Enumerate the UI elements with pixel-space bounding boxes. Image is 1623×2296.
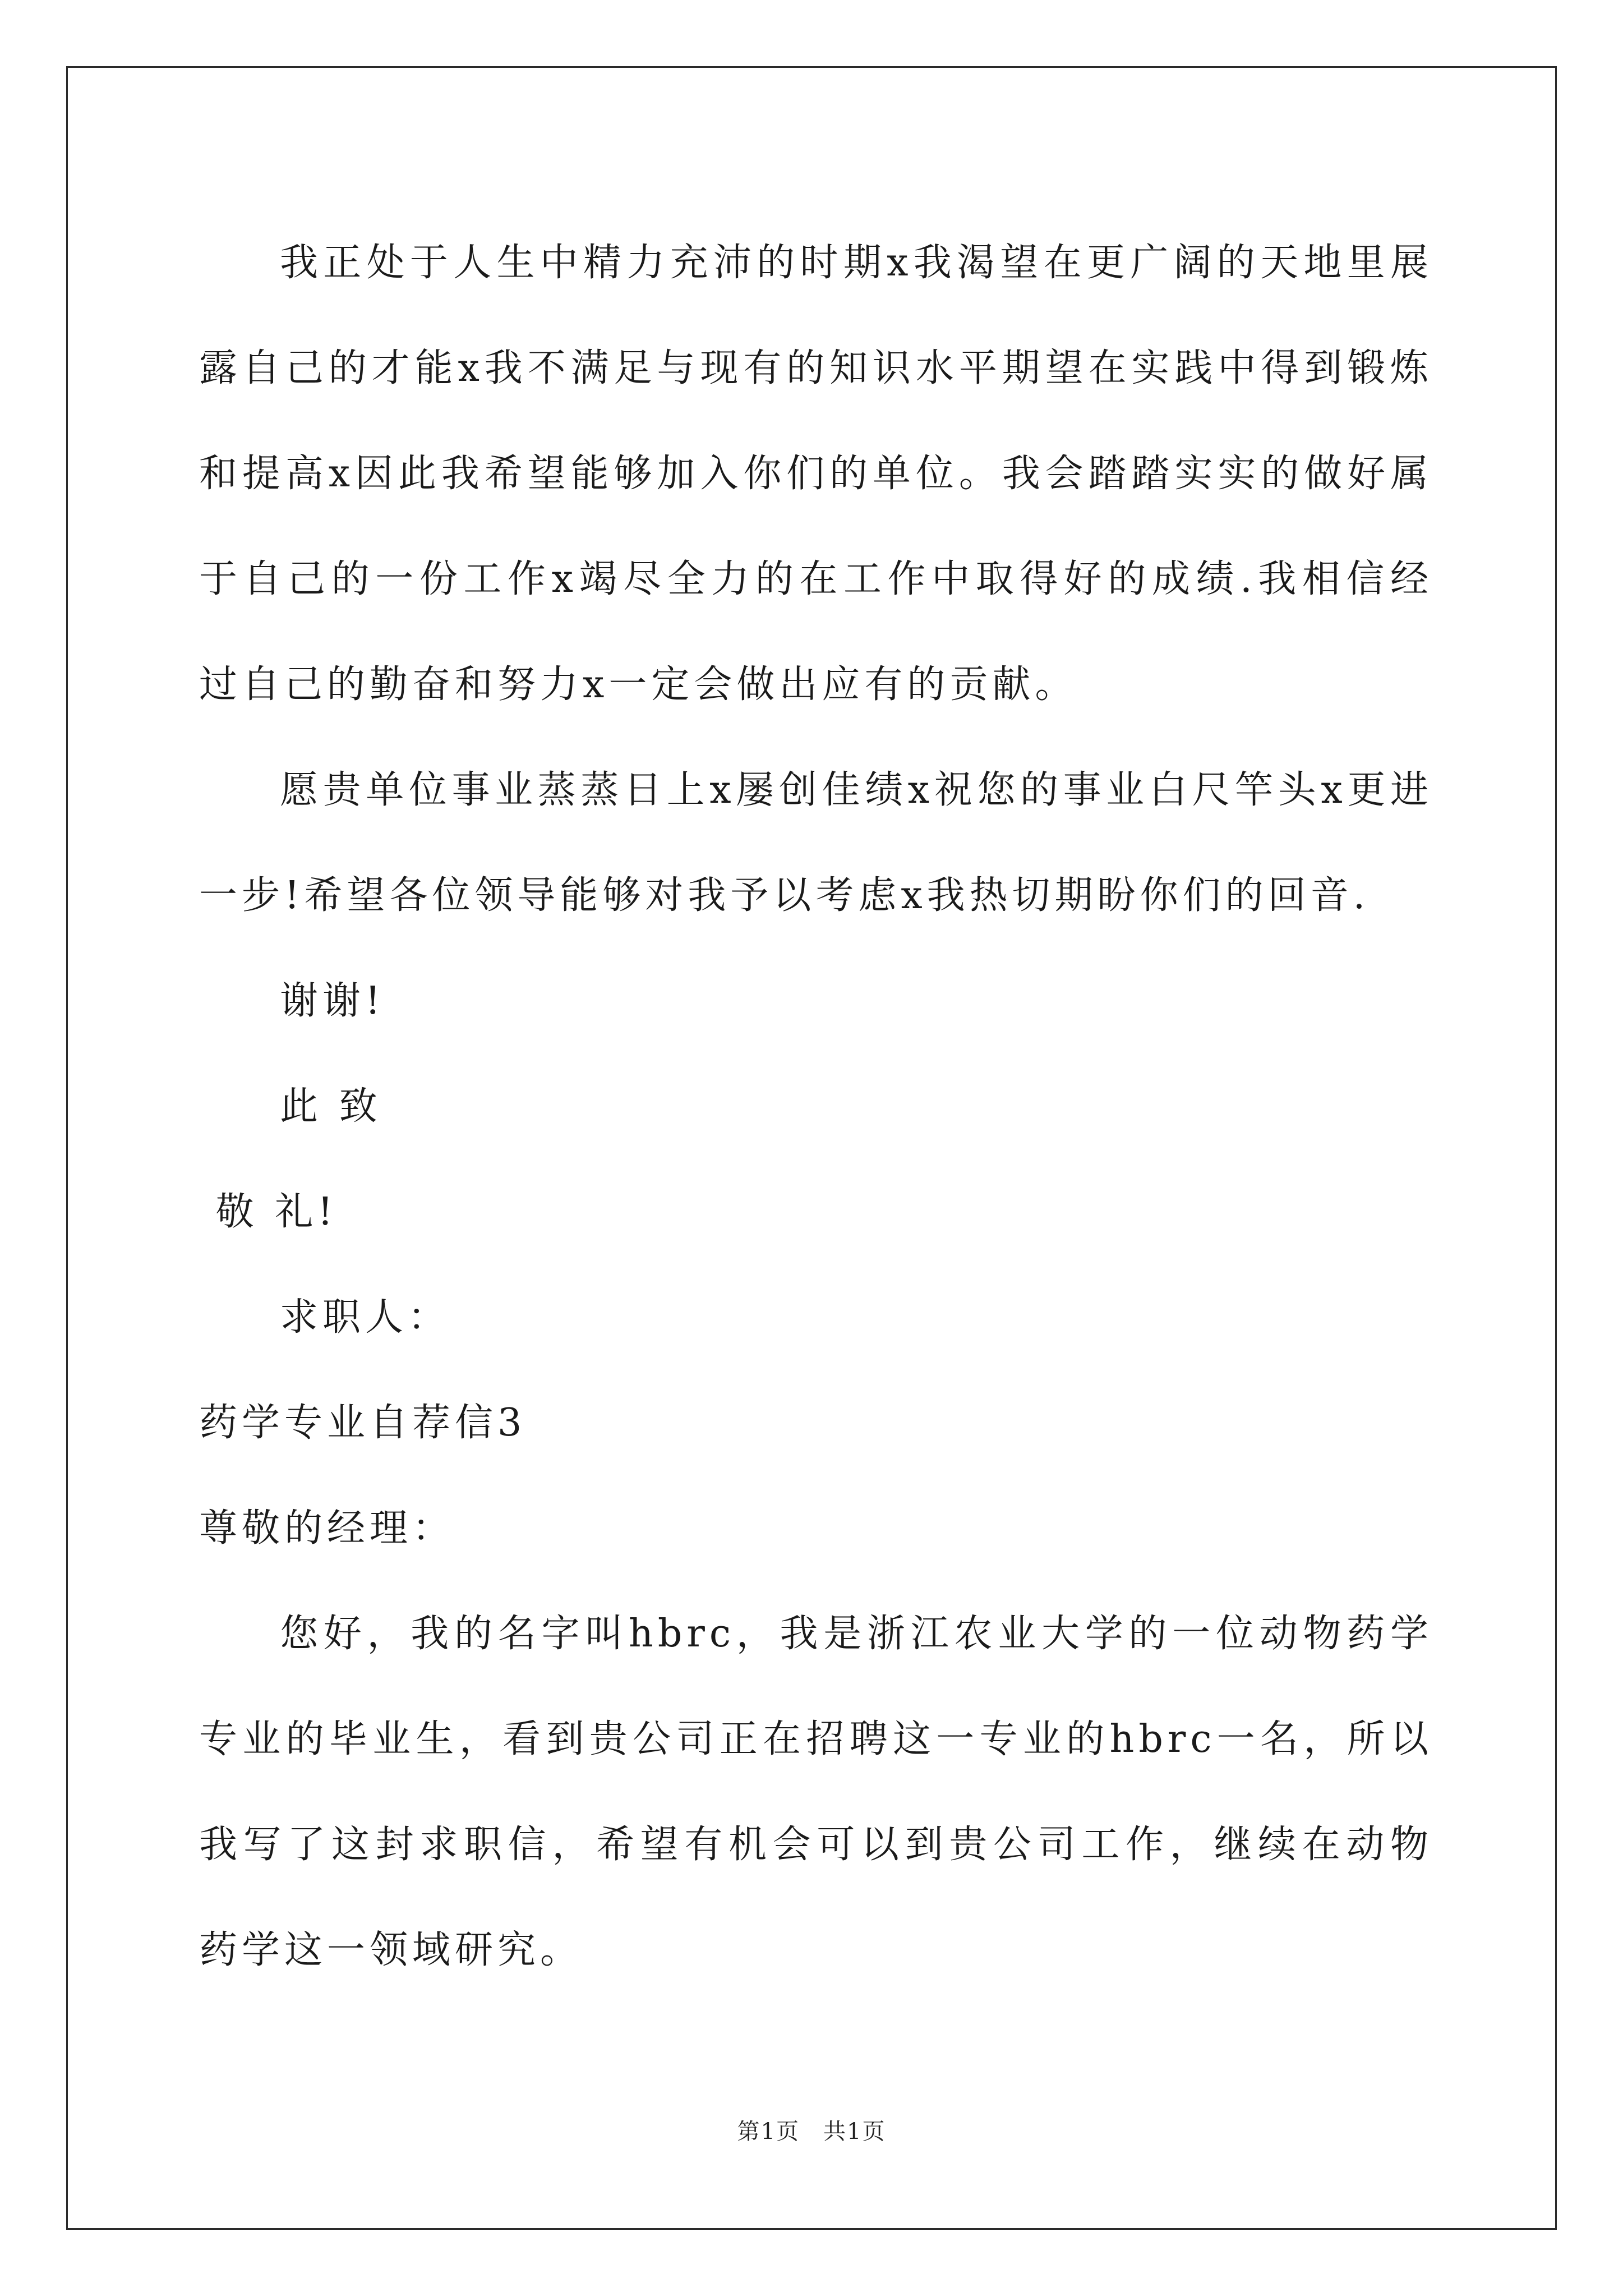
paragraph-2: 愿贵单位事业蒸蒸日上x屡创佳绩x祝您的事业白尺竿头x更进一步!希望各位领导能够对我予以考虑x我热切期盼你们的回音.	[199, 768, 1433, 918]
paragraph-1: 我正处于人生中精力充沛的时期x我渴望在更广阔的天地里展露自己的才能x我不满足与现有的知识水平期望在实践中得到锻炼和提高x因此我希望能够加入你们的单位。我会踏踏实实的做好属于自己的一份工作x竭尽全力的在工作中取得好的成绩.我相信经过自己的勤奋和努力x一定会做出应有的贡献。	[199, 241, 1433, 707]
section-heading: 药学专业自荐信3	[199, 1401, 527, 1445]
document-body	[199, 210, 1433, 2003]
salutation-line: 尊敬的经理：	[199, 1506, 455, 1550]
applicant-line: 求职人：	[280, 1295, 451, 1340]
paragraph-3: 您好，我的名字叫hbrc，我是浙江农业大学的一位动物药学专业的毕业生，看到贵公司正在招聘这一专业的hbrc一名，所以我写了这封求职信，希望有机会可以到贵公司工作，继续在动物药学这一领域研究。	[199, 1612, 1433, 1972]
thanks-line: 谢谢!	[280, 979, 385, 1023]
page-footer: 第1页 共1页	[737, 2119, 886, 2145]
closing-line-2: 敬 礼!	[199, 1190, 338, 1234]
closing-line-1: 此 致	[280, 1084, 382, 1129]
